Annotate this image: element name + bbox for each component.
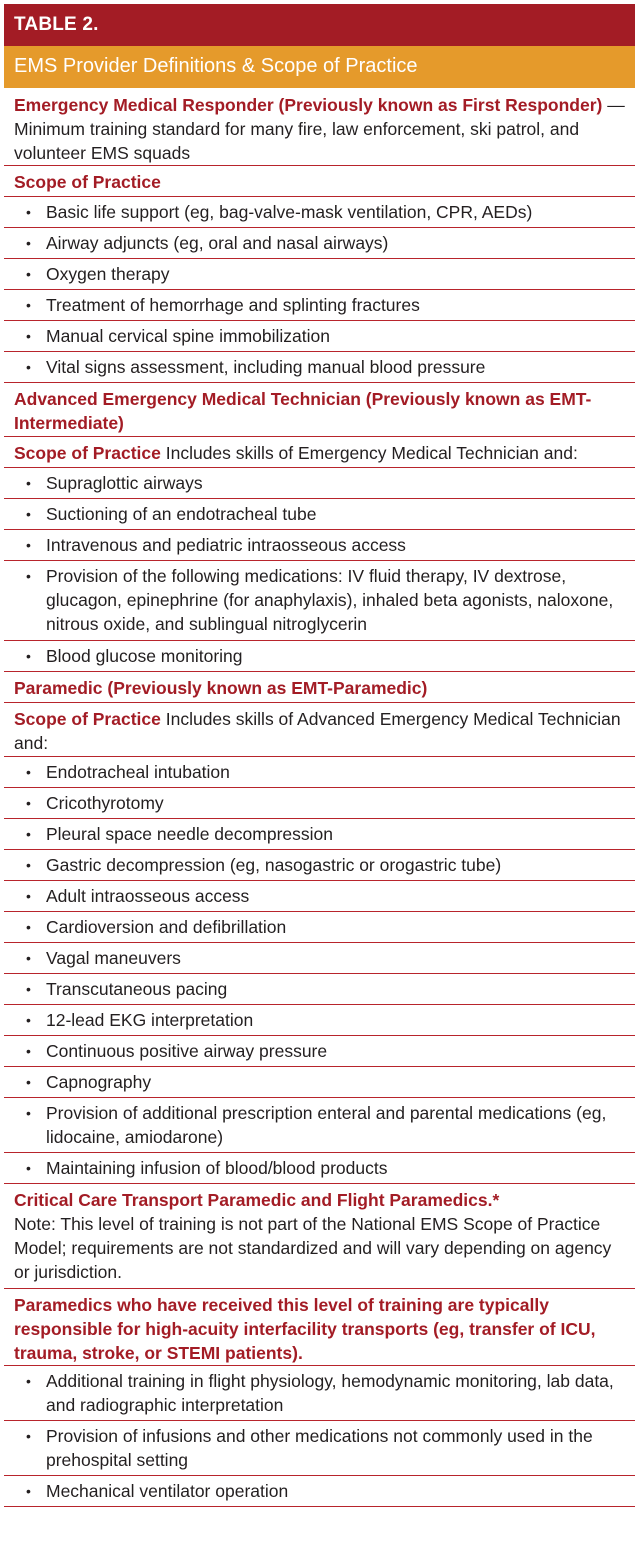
emr-scope-label: Scope of Practice: [14, 172, 161, 192]
list-item: • Basic life support (eg, bag-valve-mask ventilation, CPR, AEDs): [4, 197, 635, 228]
paramedic-scope-row: [4, 703, 635, 757]
list-item: • Provision of the following medications: IV fluid therapy, IV dextrose, glucagon, epinephrine (for anaphylaxis), inhaled beta agonists, naloxone, nitrous oxide, and sublingual nitroglycerin: [4, 561, 635, 641]
paramedic-heading-row: [4, 672, 635, 703]
list-item: • Intravenous and pediatric intraosseous access: [4, 530, 635, 561]
list-item: • Additional training in flight physiology, hemodynamic monitoring, lab data, and radiographic interpretation: [4, 1366, 635, 1421]
list-item: • Endotracheal intubation: [4, 757, 635, 788]
cctp-row: [4, 1184, 635, 1289]
scope-table: [4, 89, 635, 1507]
table-title: EMS Provider Definitions & Scope of Practice: [4, 46, 635, 88]
aemt-heading: Advanced Emergency Medical Technician (Previously known as EMT-Intermediate): [14, 389, 592, 433]
cctp-responsibility: Paramedics who have received this level of training are typically responsible for high-acuity interfacility transports (eg, transfer of ICU, trauma, stroke, or STEMI patients).: [14, 1295, 596, 1363]
list-item: • Adult intraosseous access: [4, 881, 635, 912]
emr-dash: —: [602, 95, 625, 115]
list-item: • Manual cervical spine immobilization: [4, 321, 635, 352]
list-item: • Suctioning of an endotracheal tube: [4, 499, 635, 530]
list-item: • Vagal maneuvers: [4, 943, 635, 974]
cctp-heading: Critical Care Transport Paramedic and Flight Paramedics.*: [14, 1190, 500, 1210]
list-item: • Vital signs assessment, including manual blood pressure: [4, 352, 635, 383]
aemt-scope-row: [4, 437, 635, 468]
list-item: • Airway adjuncts (eg, oral and nasal airways): [4, 228, 635, 259]
list-item: • Provision of infusions and other medications not commonly used in the prehospital setting: [4, 1421, 635, 1476]
list-item: • Maintaining infusion of blood/blood products: [4, 1153, 635, 1184]
emr-scope-row: [4, 166, 635, 197]
paramedic-heading: Paramedic (Previously known as EMT-Paramedic): [14, 678, 428, 698]
list-item: • Mechanical ventilator operation: [4, 1476, 635, 1507]
list-item: • Supraglottic airways: [4, 468, 635, 499]
paramedic-scope-label: Scope of Practice: [14, 709, 161, 729]
list-item: • Pleural space needle decompression: [4, 819, 635, 850]
emr-description: Minimum training standard for many fire, law enforcement, ski patrol, and volunteer EMS squads: [14, 119, 580, 163]
list-item: • Gastric decompression (eg, nasogastric or orogastric tube): [4, 850, 635, 881]
list-item: • Oxygen therapy: [4, 259, 635, 290]
emr-definition-row: [4, 89, 635, 166]
paramedic-scope-text: Includes skills of Advanced Emergency Medical Technician and:: [14, 709, 621, 753]
list-item: • Provision of additional prescription enteral and parental medications (eg, lidocaine, amiodarone): [4, 1098, 635, 1153]
aemt-scope-label: Scope of Practice: [14, 443, 161, 463]
aemt-heading-row: [4, 383, 635, 437]
cctp-note: Note: This level of training is not part of the National EMS Scope of Practice Model; requirements are not standardized and will vary depending on agency or jurisdiction.: [14, 1214, 612, 1282]
cctp-responsibility-row: [4, 1289, 635, 1366]
aemt-scope-text: Includes skills of Emergency Medical Technician and:: [160, 443, 578, 463]
list-item: • Capnography: [4, 1067, 635, 1098]
emr-heading: Emergency Medical Responder (Previously known as First Responder): [14, 95, 603, 115]
list-item: • Transcutaneous pacing: [4, 974, 635, 1005]
list-item: • Blood glucose monitoring: [4, 641, 635, 672]
list-item: • Cardioversion and defibrillation: [4, 912, 635, 943]
list-item: • 12-lead EKG interpretation: [4, 1005, 635, 1036]
list-item: • Continuous positive airway pressure: [4, 1036, 635, 1067]
list-item: • Cricothyrotomy: [4, 788, 635, 819]
list-item: • Treatment of hemorrhage and splinting fractures: [4, 290, 635, 321]
table-label: TABLE 2.: [4, 4, 635, 46]
